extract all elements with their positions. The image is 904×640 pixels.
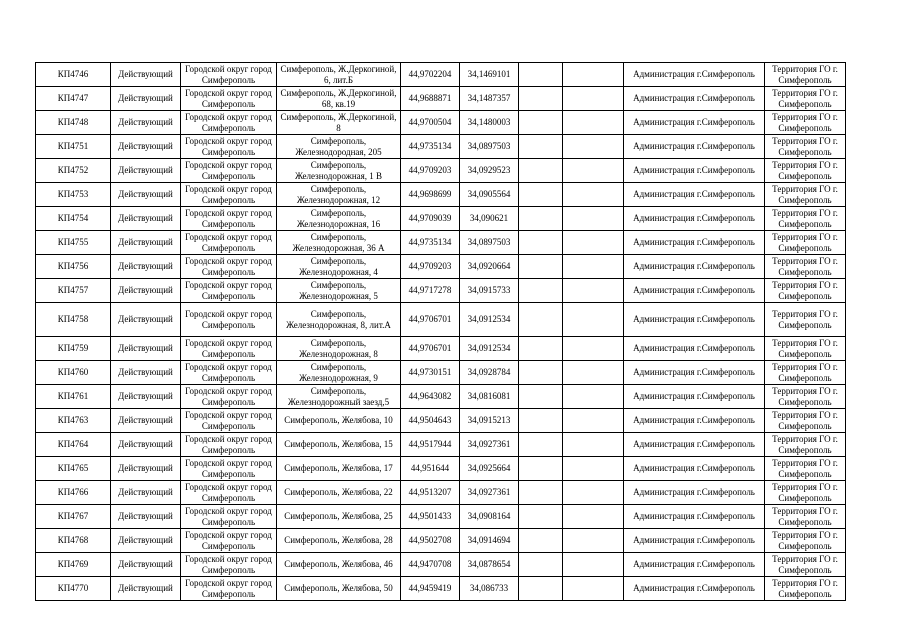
table-row — [36, 361, 846, 385]
empty-cell — [519, 159, 563, 183]
longitude-cell: 34,0925664 — [460, 457, 519, 481]
status-cell: Действующий — [111, 159, 181, 183]
latitude-cell: 44,9504643 — [401, 409, 460, 433]
address-cell: Симферополь, Железнодорожная, 9 — [277, 361, 401, 385]
registry-table — [35, 62, 846, 601]
table-row — [36, 553, 846, 577]
longitude-cell: 34,0914694 — [460, 529, 519, 553]
code-cell: КП4757 — [36, 279, 111, 303]
status-cell: Действующий — [111, 207, 181, 231]
status-cell: Действующий — [111, 303, 181, 337]
administration-cell: Администрация г.Симферополь — [624, 159, 765, 183]
longitude-cell: 34,0912534 — [460, 303, 519, 337]
table-row — [36, 159, 846, 183]
address-cell: Симферополь, Железнодорожная, 16 — [277, 207, 401, 231]
empty-cell — [563, 303, 624, 337]
empty-cell — [519, 577, 563, 601]
code-cell: КП4764 — [36, 433, 111, 457]
code-cell: КП4758 — [36, 303, 111, 337]
code-cell: КП4770 — [36, 577, 111, 601]
district-cell: Городской округ город Симферополь — [181, 63, 277, 87]
table-row — [36, 385, 846, 409]
table-row — [36, 505, 846, 529]
empty-cell — [519, 337, 563, 361]
longitude-cell: 34,0915733 — [460, 279, 519, 303]
territory-cell: Территория ГО г. Симферополь — [765, 255, 846, 279]
code-cell: КП4755 — [36, 231, 111, 255]
administration-cell: Администрация г.Симферополь — [624, 385, 765, 409]
latitude-cell: 44,9698699 — [401, 183, 460, 207]
district-cell: Городской округ город Симферополь — [181, 553, 277, 577]
empty-cell — [519, 385, 563, 409]
address-cell: Симферополь, Ж.Деркогиной, 6, лит.Б — [277, 63, 401, 87]
empty-cell — [563, 111, 624, 135]
code-cell: КП4756 — [36, 255, 111, 279]
empty-cell — [519, 529, 563, 553]
table-row — [36, 135, 846, 159]
empty-cell — [563, 63, 624, 87]
empty-cell — [563, 279, 624, 303]
longitude-cell: 34,0927361 — [460, 433, 519, 457]
administration-cell: Администрация г.Симферополь — [624, 337, 765, 361]
empty-cell — [519, 135, 563, 159]
administration-cell: Администрация г.Симферополь — [624, 255, 765, 279]
district-cell: Городской округ город Симферополь — [181, 505, 277, 529]
table-row — [36, 303, 846, 337]
district-cell: Городской округ город Симферополь — [181, 457, 277, 481]
address-cell: Симферополь, Желябова, 46 — [277, 553, 401, 577]
territory-cell: Территория ГО г. Симферополь — [765, 135, 846, 159]
latitude-cell: 44,9706701 — [401, 337, 460, 361]
empty-cell — [519, 207, 563, 231]
administration-cell: Администрация г.Симферополь — [624, 135, 765, 159]
latitude-cell: 44,9643082 — [401, 385, 460, 409]
status-cell: Действующий — [111, 553, 181, 577]
registry-table-body — [36, 63, 846, 601]
longitude-cell: 34,0816081 — [460, 385, 519, 409]
territory-cell: Территория ГО г. Симферополь — [765, 111, 846, 135]
table-row — [36, 337, 846, 361]
code-cell: КП4759 — [36, 337, 111, 361]
status-cell: Действующий — [111, 183, 181, 207]
table-row — [36, 207, 846, 231]
territory-cell: Территория ГО г. Симферополь — [765, 63, 846, 87]
code-cell: КП4768 — [36, 529, 111, 553]
longitude-cell: 34,1487357 — [460, 87, 519, 111]
district-cell: Городской округ город Симферополь — [181, 279, 277, 303]
table-row — [36, 183, 846, 207]
table-row — [36, 111, 846, 135]
latitude-cell: 44,9702204 — [401, 63, 460, 87]
administration-cell: Администрация г.Симферополь — [624, 433, 765, 457]
status-cell: Действующий — [111, 135, 181, 159]
longitude-cell: 34,1469101 — [460, 63, 519, 87]
address-cell: Симферополь, Железнодорожная, 4 — [277, 255, 401, 279]
empty-cell — [563, 409, 624, 433]
status-cell: Действующий — [111, 231, 181, 255]
administration-cell: Администрация г.Симферополь — [624, 231, 765, 255]
district-cell: Городской округ город Симферополь — [181, 111, 277, 135]
administration-cell: Администрация г.Симферополь — [624, 87, 765, 111]
empty-cell — [519, 553, 563, 577]
latitude-cell: 44,9700504 — [401, 111, 460, 135]
address-cell: Симферополь, Железнодорожная, 5 — [277, 279, 401, 303]
code-cell: КП4760 — [36, 361, 111, 385]
longitude-cell: 34,0928784 — [460, 361, 519, 385]
empty-cell — [563, 337, 624, 361]
longitude-cell: 34,0915213 — [460, 409, 519, 433]
status-cell: Действующий — [111, 111, 181, 135]
empty-cell — [563, 361, 624, 385]
territory-cell: Территория ГО г. Симферополь — [765, 505, 846, 529]
district-cell: Городской округ город Симферополь — [181, 577, 277, 601]
empty-cell — [563, 433, 624, 457]
code-cell: КП4763 — [36, 409, 111, 433]
district-cell: Городской округ город Симферополь — [181, 87, 277, 111]
address-cell: Симферополь, Желябова, 50 — [277, 577, 401, 601]
administration-cell: Администрация г.Симферополь — [624, 577, 765, 601]
empty-cell — [563, 87, 624, 111]
empty-cell — [519, 279, 563, 303]
address-cell: Симферополь, Желябова, 15 — [277, 433, 401, 457]
address-cell: Симферополь, Желябова, 10 — [277, 409, 401, 433]
longitude-cell: 34,086733 — [460, 577, 519, 601]
administration-cell: Администрация г.Симферополь — [624, 111, 765, 135]
territory-cell: Территория ГО г. Симферополь — [765, 577, 846, 601]
longitude-cell: 34,0897503 — [460, 135, 519, 159]
administration-cell: Администрация г.Симферополь — [624, 207, 765, 231]
empty-cell — [519, 231, 563, 255]
district-cell: Городской округ город Симферополь — [181, 385, 277, 409]
empty-cell — [563, 385, 624, 409]
empty-cell — [519, 87, 563, 111]
latitude-cell: 44,9502708 — [401, 529, 460, 553]
code-cell: КП4765 — [36, 457, 111, 481]
address-cell: Симферополь, Железнодорожный заезд,5 — [277, 385, 401, 409]
latitude-cell: 44,9688871 — [401, 87, 460, 111]
empty-cell — [563, 505, 624, 529]
territory-cell: Территория ГО г. Симферополь — [765, 553, 846, 577]
latitude-cell: 44,9459419 — [401, 577, 460, 601]
territory-cell: Территория ГО г. Симферополь — [765, 279, 846, 303]
territory-cell: Территория ГО г. Симферополь — [765, 361, 846, 385]
code-cell: КП4747 — [36, 87, 111, 111]
territory-cell: Территория ГО г. Симферополь — [765, 385, 846, 409]
empty-cell — [563, 457, 624, 481]
code-cell: КП4753 — [36, 183, 111, 207]
latitude-cell: 44,9717278 — [401, 279, 460, 303]
district-cell: Городской округ город Симферополь — [181, 529, 277, 553]
empty-cell — [519, 255, 563, 279]
administration-cell: Администрация г.Симферополь — [624, 303, 765, 337]
longitude-cell: 34,1480003 — [460, 111, 519, 135]
empty-cell — [563, 159, 624, 183]
administration-cell: Администрация г.Симферополь — [624, 361, 765, 385]
status-cell: Действующий — [111, 433, 181, 457]
district-cell: Городской округ город Симферополь — [181, 409, 277, 433]
address-cell: Симферополь, Железнодородная, 205 — [277, 135, 401, 159]
address-cell: Симферополь, Железнодорожная, 8, лит.А — [277, 303, 401, 337]
longitude-cell: 34,0929523 — [460, 159, 519, 183]
address-cell: Симферополь, Желябова, 22 — [277, 481, 401, 505]
empty-cell — [519, 361, 563, 385]
table-row — [36, 279, 846, 303]
latitude-cell: 44,9517944 — [401, 433, 460, 457]
address-cell: Симферополь, Железнодорожная, 12 — [277, 183, 401, 207]
code-cell: КП4754 — [36, 207, 111, 231]
territory-cell: Территория ГО г. Симферополь — [765, 207, 846, 231]
address-cell: Симферополь, Железнодорожная, 8 — [277, 337, 401, 361]
territory-cell: Территория ГО г. Симферополь — [765, 409, 846, 433]
code-cell: КП4751 — [36, 135, 111, 159]
administration-cell: Администрация г.Симферополь — [624, 457, 765, 481]
empty-cell — [563, 183, 624, 207]
table-row — [36, 409, 846, 433]
empty-cell — [563, 255, 624, 279]
status-cell: Действующий — [111, 337, 181, 361]
administration-cell: Администрация г.Симферополь — [624, 63, 765, 87]
territory-cell: Территория ГО г. Симферополь — [765, 337, 846, 361]
code-cell: КП4767 — [36, 505, 111, 529]
address-cell: Симферополь, Желябова, 25 — [277, 505, 401, 529]
empty-cell — [519, 505, 563, 529]
table-row — [36, 577, 846, 601]
empty-cell — [519, 457, 563, 481]
territory-cell: Территория ГО г. Симферополь — [765, 183, 846, 207]
table-row — [36, 63, 846, 87]
territory-cell: Территория ГО г. Симферополь — [765, 481, 846, 505]
territory-cell: Территория ГО г. Симферополь — [765, 433, 846, 457]
empty-cell — [519, 433, 563, 457]
table-row — [36, 87, 846, 111]
latitude-cell: 44,9709203 — [401, 255, 460, 279]
district-cell: Городской округ город Симферополь — [181, 337, 277, 361]
address-cell: Симферополь, Ж.Деркогиной, 68, кв.19 — [277, 87, 401, 111]
district-cell: Городской округ город Симферополь — [181, 183, 277, 207]
address-cell: Симферополь, Желябова, 28 — [277, 529, 401, 553]
district-cell: Городской округ город Симферополь — [181, 303, 277, 337]
latitude-cell: 44,9735134 — [401, 231, 460, 255]
district-cell: Городской округ город Симферополь — [181, 207, 277, 231]
district-cell: Городской округ город Симферополь — [181, 135, 277, 159]
status-cell: Действующий — [111, 409, 181, 433]
empty-cell — [519, 409, 563, 433]
administration-cell: Администрация г.Симферополь — [624, 183, 765, 207]
district-cell: Городской округ город Симферополь — [181, 361, 277, 385]
empty-cell — [563, 553, 624, 577]
address-cell: Симферополь, Ж.Деркогиной, 8 — [277, 111, 401, 135]
administration-cell: Администрация г.Симферополь — [624, 529, 765, 553]
latitude-cell: 44,9470708 — [401, 553, 460, 577]
latitude-cell: 44,9735134 — [401, 135, 460, 159]
status-cell: Действующий — [111, 63, 181, 87]
status-cell: Действующий — [111, 529, 181, 553]
territory-cell: Территория ГО г. Симферополь — [765, 231, 846, 255]
status-cell: Действующий — [111, 481, 181, 505]
latitude-cell: 44,9501433 — [401, 505, 460, 529]
longitude-cell: 34,0908164 — [460, 505, 519, 529]
longitude-cell: 34,090621 — [460, 207, 519, 231]
administration-cell: Администрация г.Симферополь — [624, 553, 765, 577]
table-row — [36, 457, 846, 481]
longitude-cell: 34,0905564 — [460, 183, 519, 207]
empty-cell — [563, 577, 624, 601]
territory-cell: Территория ГО г. Симферополь — [765, 529, 846, 553]
code-cell: КП4769 — [36, 553, 111, 577]
code-cell: КП4748 — [36, 111, 111, 135]
empty-cell — [563, 481, 624, 505]
code-cell: КП4752 — [36, 159, 111, 183]
district-cell: Городской округ город Симферополь — [181, 481, 277, 505]
latitude-cell: 44,9709039 — [401, 207, 460, 231]
empty-cell — [563, 207, 624, 231]
status-cell: Действующий — [111, 457, 181, 481]
longitude-cell: 34,0927361 — [460, 481, 519, 505]
empty-cell — [563, 231, 624, 255]
table-row — [36, 529, 846, 553]
address-cell: Симферополь, Железнодорожная, 36 А — [277, 231, 401, 255]
empty-cell — [519, 111, 563, 135]
latitude-cell: 44,951644 — [401, 457, 460, 481]
administration-cell: Администрация г.Симферополь — [624, 279, 765, 303]
district-cell: Городской округ город Симферополь — [181, 159, 277, 183]
status-cell: Действующий — [111, 361, 181, 385]
status-cell: Действующий — [111, 87, 181, 111]
longitude-cell: 34,0878654 — [460, 553, 519, 577]
territory-cell: Территория ГО г. Симферополь — [765, 457, 846, 481]
status-cell: Действующий — [111, 279, 181, 303]
table-row — [36, 231, 846, 255]
status-cell: Действующий — [111, 577, 181, 601]
latitude-cell: 44,9730151 — [401, 361, 460, 385]
longitude-cell: 34,0897503 — [460, 231, 519, 255]
territory-cell: Территория ГО г. Симферополь — [765, 303, 846, 337]
longitude-cell: 34,0912534 — [460, 337, 519, 361]
status-cell: Действующий — [111, 255, 181, 279]
empty-cell — [563, 135, 624, 159]
empty-cell — [519, 481, 563, 505]
latitude-cell: 44,9706701 — [401, 303, 460, 337]
latitude-cell: 44,9709203 — [401, 159, 460, 183]
administration-cell: Администрация г.Симферополь — [624, 481, 765, 505]
table-row — [36, 481, 846, 505]
status-cell: Действующий — [111, 385, 181, 409]
district-cell: Городской округ город Симферополь — [181, 231, 277, 255]
code-cell: КП4766 — [36, 481, 111, 505]
territory-cell: Территория ГО г. Симферополь — [765, 159, 846, 183]
code-cell: КП4761 — [36, 385, 111, 409]
address-cell: Симферополь, Желябова, 17 — [277, 457, 401, 481]
empty-cell — [563, 529, 624, 553]
table-row — [36, 433, 846, 457]
latitude-cell: 44,9513207 — [401, 481, 460, 505]
administration-cell: Администрация г.Симферополь — [624, 409, 765, 433]
empty-cell — [519, 303, 563, 337]
territory-cell: Территория ГО г. Симферополь — [765, 87, 846, 111]
table-row — [36, 255, 846, 279]
administration-cell: Администрация г.Симферополь — [624, 505, 765, 529]
empty-cell — [519, 183, 563, 207]
empty-cell — [519, 63, 563, 87]
longitude-cell: 34,0920664 — [460, 255, 519, 279]
district-cell: Городской округ город Симферополь — [181, 433, 277, 457]
code-cell: КП4746 — [36, 63, 111, 87]
address-cell: Симферополь, Железнодорожная, 1 В — [277, 159, 401, 183]
status-cell: Действующий — [111, 505, 181, 529]
district-cell: Городской округ город Симферополь — [181, 255, 277, 279]
